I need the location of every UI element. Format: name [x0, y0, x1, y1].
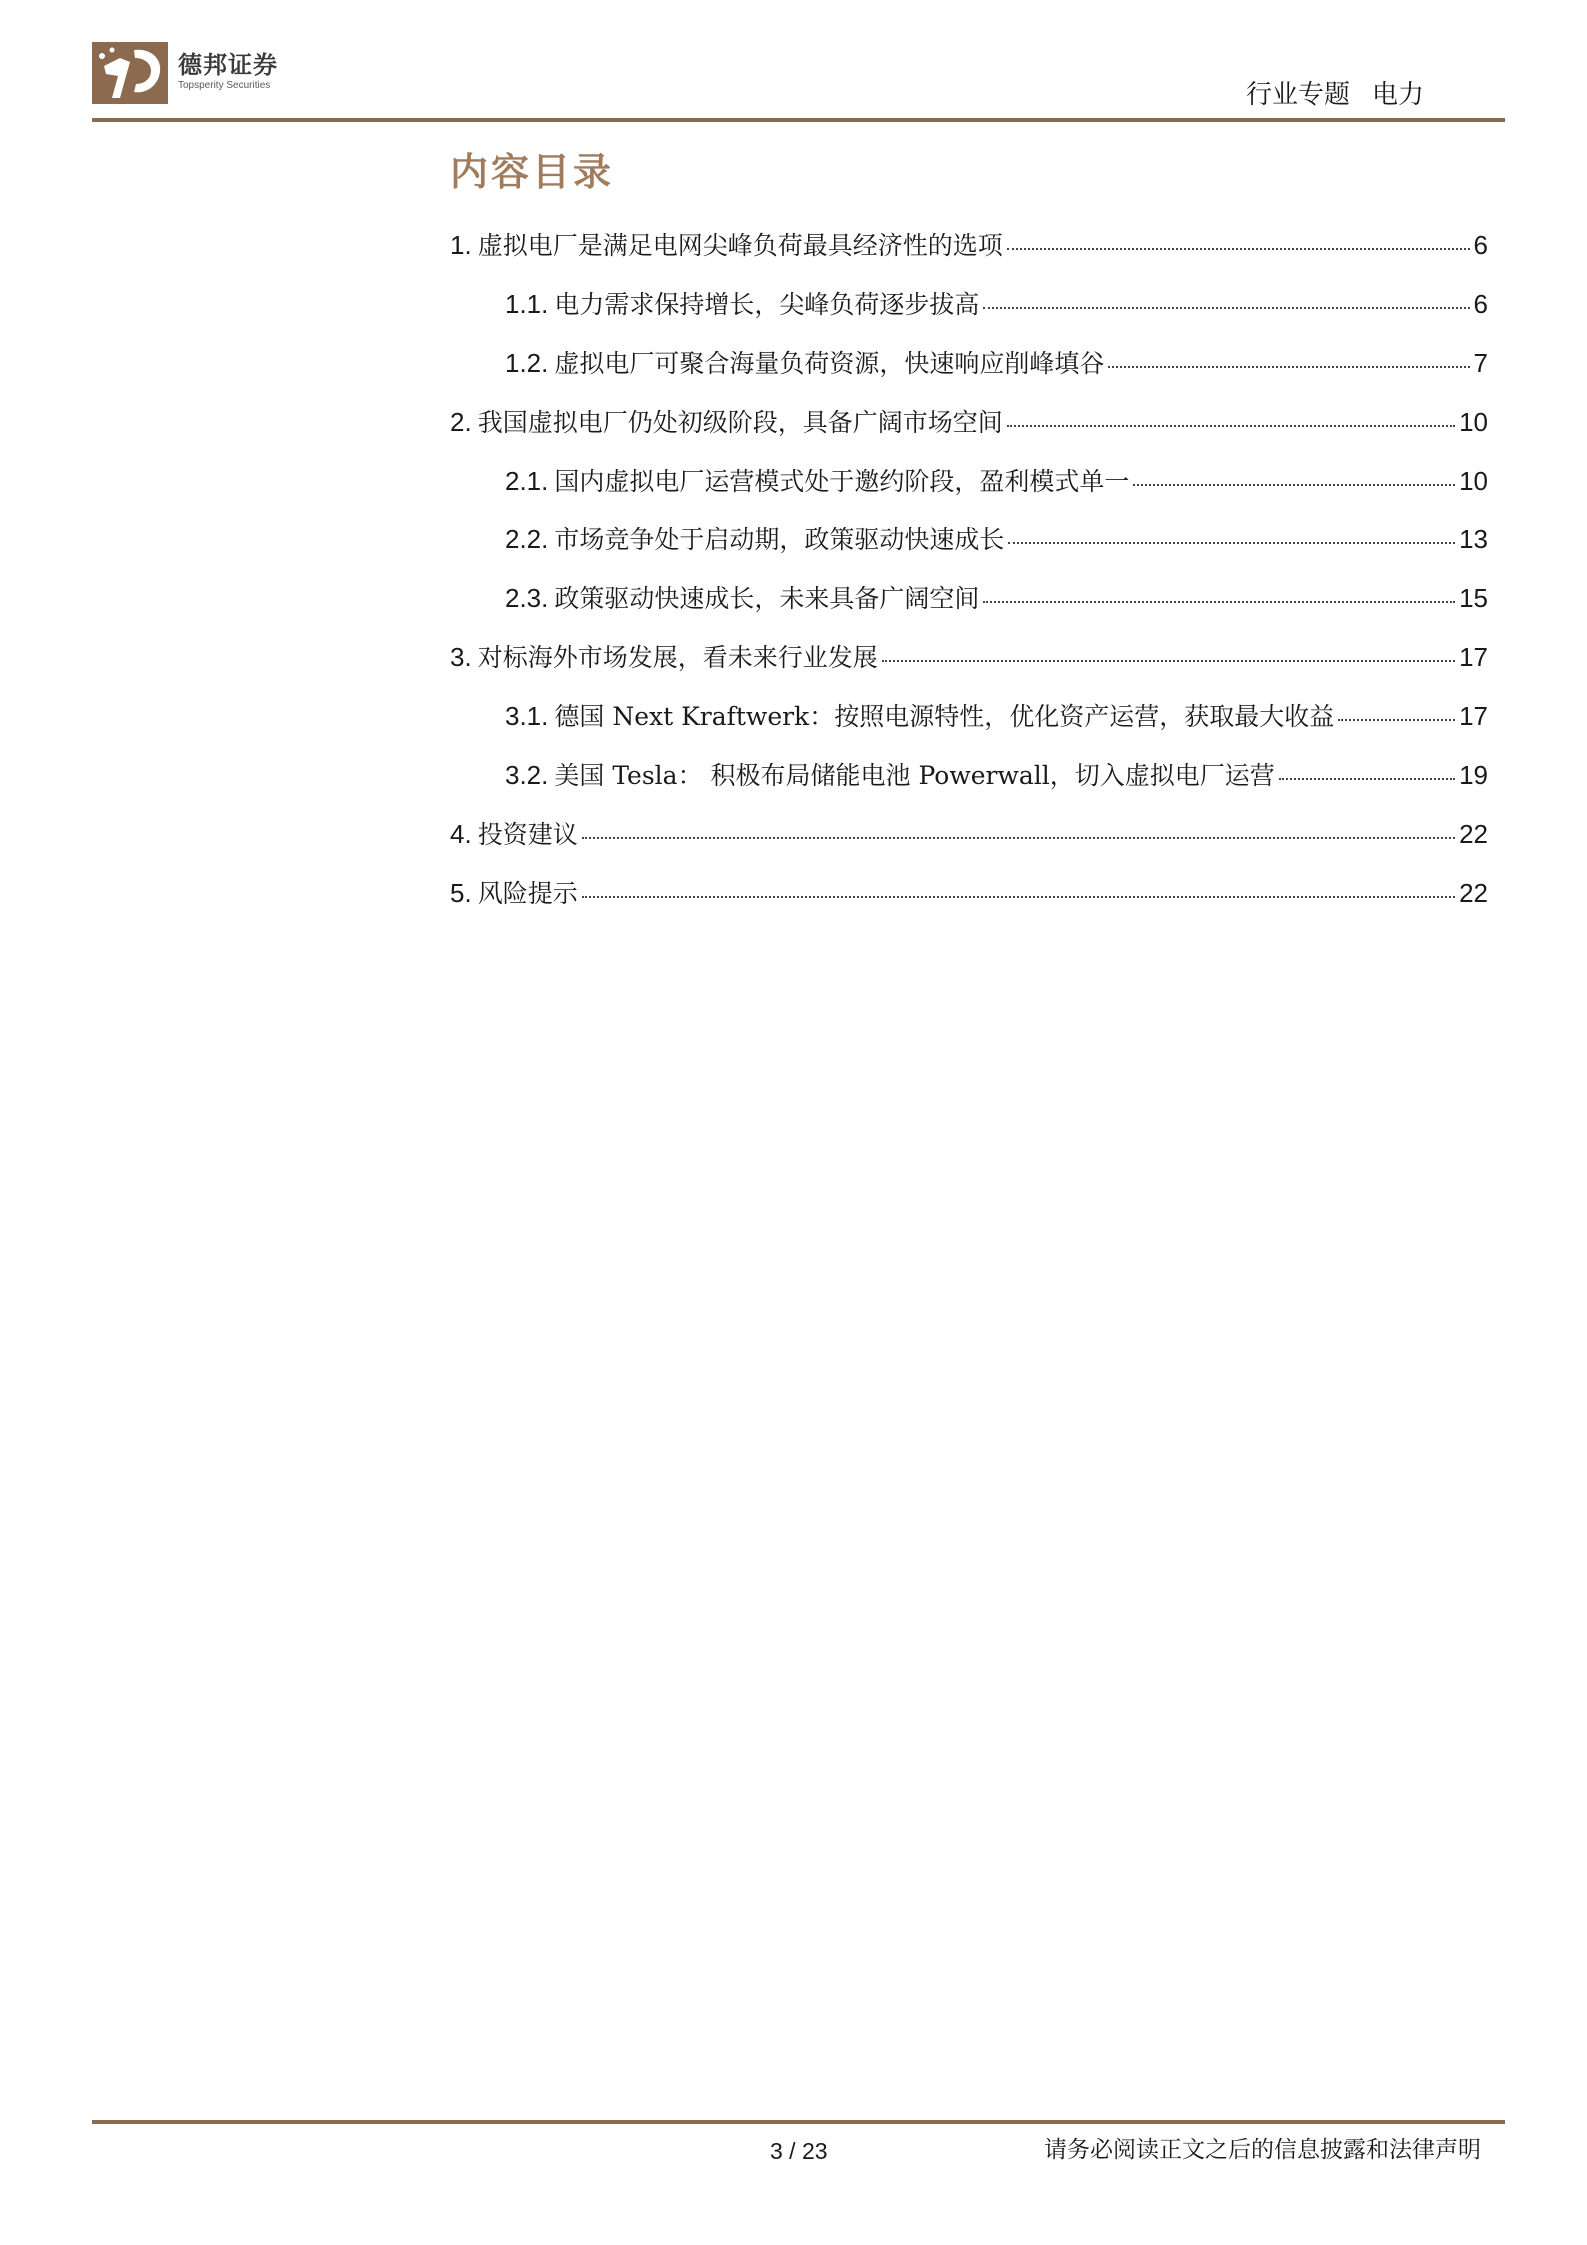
toc-entry-number: 3. — [450, 642, 472, 673]
toc-entry-page: 17 — [1459, 701, 1488, 732]
toc-entry-number: 2.2. — [505, 524, 549, 555]
toc-entry-number: 2.3. — [505, 583, 549, 614]
logo-english-name: Topsperity Securities — [178, 80, 271, 91]
toc-entry-number: 2.1. — [505, 465, 549, 496]
toc-entry[interactable] — [450, 760, 1488, 819]
toc-entry-page: 22 — [1459, 818, 1488, 849]
report-type: 行业专题 — [1245, 80, 1350, 110]
toc-leader-dots — [582, 837, 1455, 839]
toc-entry-title: 虚拟电厂是满足电网尖峰负荷最具经济性的选项 — [477, 231, 1003, 260]
toc-entry[interactable] — [450, 407, 1488, 466]
toc-entry-number: 3.1. — [505, 701, 549, 732]
toc-entry-page: 6 — [1473, 230, 1488, 260]
toc-entry-title: 对标海外市场发展，看未来行业发展 — [477, 643, 878, 673]
toc-entry[interactable] — [450, 466, 1488, 525]
toc-leader-dots — [1108, 366, 1469, 368]
toc-entry[interactable] — [450, 230, 1488, 289]
toc-entry-page: 7 — [1473, 347, 1488, 378]
toc-entry[interactable] — [450, 289, 1488, 348]
toc-leader-dots — [1279, 778, 1455, 780]
toc-entry-page: 17 — [1459, 642, 1488, 673]
toc-entry[interactable] — [450, 819, 1488, 878]
company-logo — [90, 36, 278, 106]
toc-entry-title: 美国 Tesla： 积极布局储能电池 Powerwall，切入虚拟电厂运营 — [554, 761, 1275, 791]
topsperity-logo-icon — [90, 36, 170, 106]
logo-text — [178, 50, 278, 92]
toc-leader-dots — [1008, 542, 1455, 544]
toc-entry[interactable] — [450, 701, 1488, 760]
toc-entry-title: 风险提示 — [477, 878, 578, 908]
toc-entry-page: 22 — [1459, 877, 1488, 908]
toc-entry[interactable] — [450, 878, 1488, 937]
table-of-contents — [450, 230, 1488, 937]
toc-leader-dots — [1133, 484, 1455, 486]
toc-leader-dots — [1007, 425, 1455, 427]
toc-leader-dots — [582, 896, 1455, 898]
toc-entry-title: 德国 Next Kraftwerk：按照电源特性，优化资产运营，获取最大收益 — [554, 702, 1335, 732]
logo-chinese-name: 德邦证券 — [178, 51, 278, 79]
toc-entry-page: 15 — [1459, 583, 1488, 614]
toc-leader-dots — [882, 660, 1455, 662]
toc-leader-dots — [1007, 248, 1470, 250]
page-number: 3 / 23 — [770, 2138, 828, 2164]
toc-leader-dots — [983, 307, 1469, 309]
toc-entry[interactable] — [450, 642, 1488, 701]
toc-entry-title: 虚拟电厂可聚合海量负荷资源，快速响应削峰填谷 — [554, 348, 1105, 378]
toc-entry-title: 政策驱动快速成长，未来具备广阔空间 — [554, 584, 980, 614]
toc-entry[interactable] — [450, 524, 1488, 583]
toc-entry-number: 1.2. — [505, 347, 549, 378]
toc-entry-title: 投资建议 — [477, 819, 578, 849]
toc-entry-number: 1. — [450, 230, 472, 260]
toc-entry[interactable] — [450, 583, 1488, 642]
toc-entry-page: 10 — [1459, 406, 1488, 437]
toc-entry-number: 3.2. — [505, 760, 549, 791]
toc-entry-page: 6 — [1473, 288, 1488, 319]
toc-entry-number: 5. — [450, 877, 472, 908]
toc-entry[interactable] — [450, 348, 1488, 407]
toc-leader-dots — [1338, 719, 1455, 721]
toc-entry-page: 13 — [1459, 524, 1488, 555]
report-sector: 电力 — [1371, 80, 1424, 110]
toc-entry-title: 电力需求保持增长，尖峰负荷逐步拔高 — [554, 289, 980, 319]
toc-entry-page: 10 — [1459, 465, 1488, 496]
report-category — [1246, 78, 1424, 112]
toc-entry-number: 4. — [450, 818, 472, 849]
header-divider — [92, 118, 1505, 122]
toc-entry-number: 2. — [450, 406, 472, 437]
footer-divider — [92, 2120, 1505, 2124]
legal-disclaimer: 请务必阅读正文之后的信息披露和法律声明 — [1044, 2137, 1481, 2163]
toc-leader-dots — [983, 601, 1455, 603]
toc-heading: 内容目录 — [450, 149, 615, 194]
toc-entry-number: 1.1. — [505, 288, 549, 319]
toc-entry-title: 市场竞争处于启动期，政策驱动快速成长 — [554, 525, 1005, 555]
toc-entry-page: 19 — [1459, 760, 1488, 791]
toc-entry-title: 我国虚拟电厂仍处初级阶段，具备广阔市场空间 — [477, 407, 1003, 437]
toc-entry-title: 国内虚拟电厂运营模式处于邀约阶段，盈利模式单一 — [554, 466, 1130, 496]
